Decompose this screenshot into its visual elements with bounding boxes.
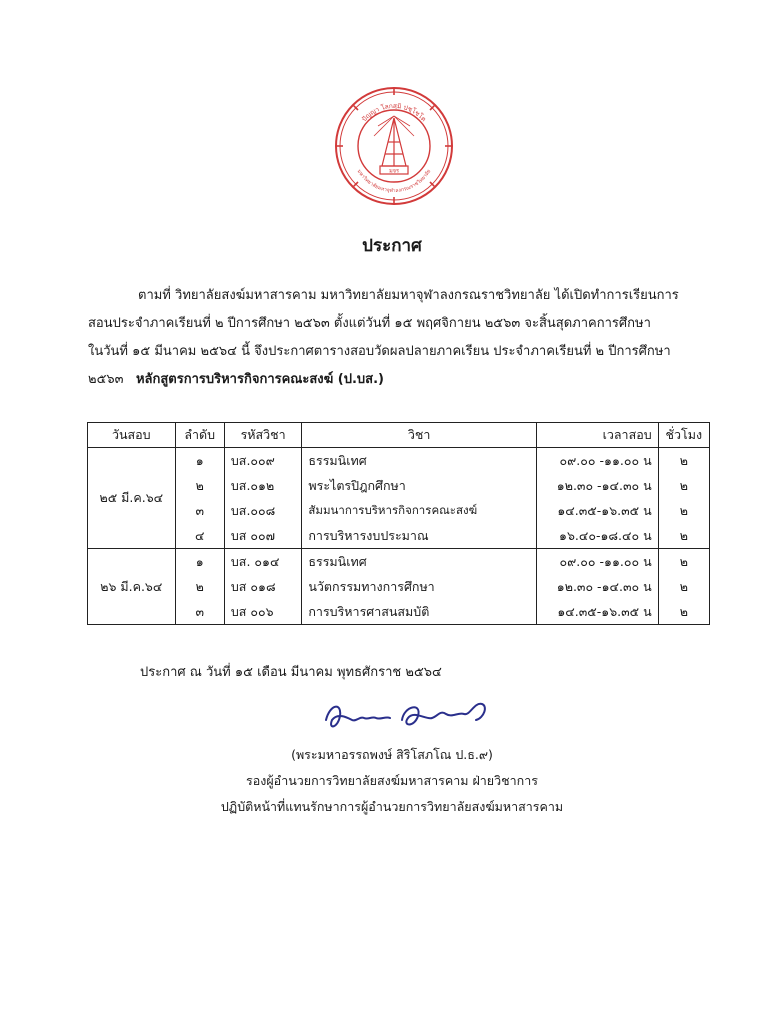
exam-schedule-table [87,422,710,625]
subject-cell: พระไตรปิฎกศึกษา [302,473,537,498]
hours-cell: ๒ [658,448,709,474]
hours-cell: ๒ [658,599,709,625]
subject-cell: การบริหารศาสนสมบัติ [302,599,537,625]
header-subject: วิชา [302,423,537,448]
header-exam-time: เวลาสอบ [536,423,658,448]
exam-time-cell: ๑๒.๓๐ -๑๔.๓๐ น [536,473,658,498]
header-hours: ชั่วโมง [658,423,709,448]
seal-top-text: ปัญญา โลกสฺมิ ปชฺโชโต [360,101,428,124]
hours-cell: ๒ [658,498,709,523]
exam-time-cell: ๐๙.๐๐ -๑๑.๐๐ น [536,549,658,575]
exam-date-cell: ๒๖ มี.ค.๖๔ [88,549,176,625]
order-cell: ๓ [175,498,224,523]
table-row [88,473,710,498]
signer-position-1: รองผู้อำนวยการวิทยาลัยสงฆ์มหาสารคาม ฝ่ายวิชาการ [246,773,538,788]
exam-time-cell: ๑๒.๓๐ -๑๔.๓๐ น [536,574,658,599]
handwritten-signature [318,690,498,740]
order-cell: ๔ [175,523,224,549]
course-code-cell: บส. ๐๑๔ [224,549,301,575]
table-row [88,574,710,599]
announcement-line-2: สอนประจำภาคเรียนที่ ๒ ปีการศึกษา ๒๕๖๓ ตั้งแต่วันที่ ๑๕ พฤศจิกายน ๒๕๖๓ จะสิ้นสุดภาคการศึกษา [88,316,651,331]
table-header-row [88,423,710,448]
order-cell: ๒ [175,574,224,599]
header-order: ลำดับ [175,423,224,448]
header-exam-date: วันสอบ [88,423,176,448]
course-code-cell: บส ๐๑๘ [224,574,301,599]
exam-date-cell: ๒๕ มี.ค.๖๔ [88,448,176,549]
table-row [88,448,710,474]
course-code-cell: บส.๐๐๘ [224,498,301,523]
hours-cell: ๒ [658,574,709,599]
hours-cell: ๒ [658,473,709,498]
order-cell: ๓ [175,599,224,625]
hours-cell: ๒ [658,549,709,575]
announcement-line-4 [88,368,384,389]
program-name: หลักสูตรการบริหารกิจการคณะสงฆ์ (ป.บส.) [135,372,384,387]
order-cell: ๒ [175,473,224,498]
table-row [88,523,710,549]
table-row [88,549,710,575]
exam-time-cell: ๑๖.๔๐-๑๘.๔๐ น [536,523,658,549]
hours-cell: ๒ [658,523,709,549]
announcement-date: ประกาศ ณ วันที่ ๑๕ เดือน มีนาคม พุทธศักราช ๒๕๖๔ [140,665,442,680]
academic-year: ๒๕๖๓ [88,372,124,387]
seal-bottom-text: มหาวิทยาลัยมหาจุฬาลงกรณราชวิทยาลัย [355,168,433,195]
subject-cell: ธรรมนิเทศ [302,549,537,575]
announcement-line-3: ในวันที่ ๑๕ มีนาคม ๒๕๖๔ นี้ จึงประกาศตารางสอบวัดผลปลายภาคเรียน ประจำภาคเรียนที่ ๒ ปีการศึกษา [88,344,671,359]
announcement-line-1: ตามที่ วิทยาลัยสงฆ์มหาสารคาม มหาวิทยาลัยมหาจุฬาลงกรณราชวิทยาลัย ได้เปิดทำการเรียนการ [138,288,679,303]
header-course-code: รหัสวิชา [224,423,301,448]
exam-time-cell: ๑๔.๓๕-๑๖.๓๕ น [536,498,658,523]
signer-position-2: ปฏิบัติหน้าที่แทนรักษาการผู้อำนวยการวิทยาลัยสงฆ์มหาสารคาม [220,799,564,814]
exam-time-cell: ๐๙.๐๐ -๑๑.๐๐ น [536,448,658,474]
table-row [88,498,710,523]
subject-cell: การบริหารงบประมาณ [302,523,537,549]
order-cell: ๑ [175,448,224,474]
seal-center-text: มจร [389,168,399,175]
order-cell: ๑ [175,549,224,575]
course-code-cell: บส.๐๐๙ [224,448,301,474]
signer-name: (พระมหาอรรถพงษ์ สิริโสภโณ ป.ธ.๙) [291,747,493,762]
subject-cell: สัมมนาการบริหารกิจการคณะสงฆ์ [302,498,537,523]
subject-cell: ธรรมนิเทศ [302,448,537,474]
course-code-cell: บส.๐๑๒ [224,473,301,498]
course-code-cell: บส ๐๐๗ [224,523,301,549]
university-seal-logo [334,86,454,206]
course-code-cell: บส ๐๐๖ [224,599,301,625]
announcement-title: ประกาศ [362,236,422,256]
subject-cell: นวัตกรรมทางการศึกษา [302,574,537,599]
table-row [88,599,710,625]
exam-time-cell: ๑๔.๓๕-๑๖.๓๕ น [536,599,658,625]
